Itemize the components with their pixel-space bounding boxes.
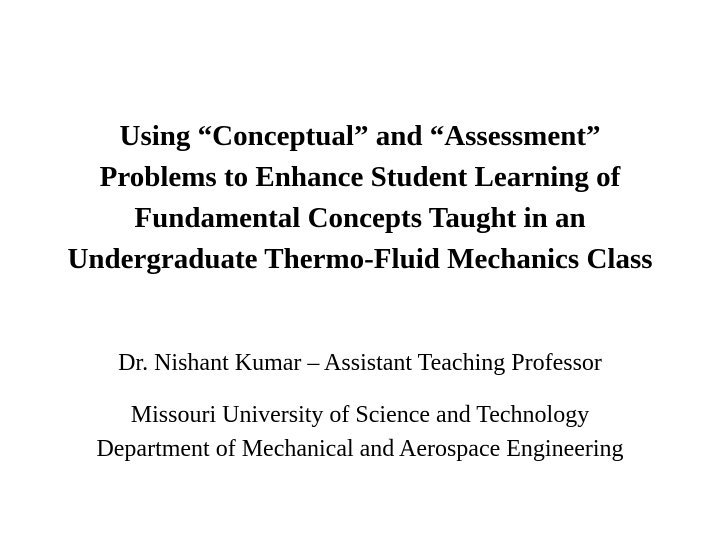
- title-line-4: Undergraduate Thermo-Fluid Mechanics Class: [67, 243, 653, 275]
- slide-title: [0, 116, 720, 280]
- title-line-3: Fundamental Concepts Taught in an: [134, 202, 586, 234]
- university-name: Missouri University of Science and Technology: [130, 402, 590, 428]
- affiliation: [0, 398, 720, 466]
- title-line-2: Problems to Enhance Student Learning of: [99, 161, 621, 193]
- title-line-1: Using “Conceptual” and “Assessment”: [119, 120, 601, 152]
- department-name: Department of Mechanical and Aerospace Engineering: [96, 436, 624, 462]
- author-line: Dr. Nishant Kumar – Assistant Teaching Professor: [118, 350, 602, 376]
